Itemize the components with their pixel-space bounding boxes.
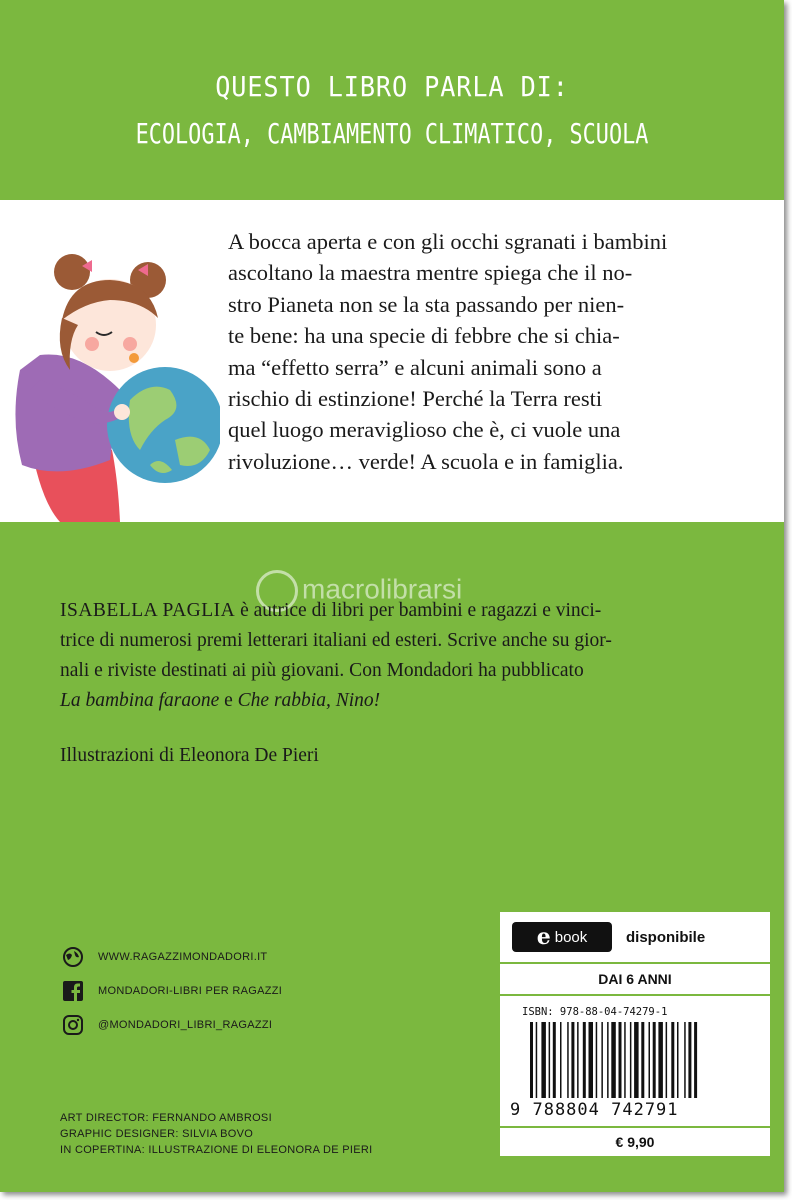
barcode-bar — [589, 1022, 594, 1098]
barcode-bar — [611, 1022, 616, 1098]
barcode-bar — [658, 1022, 663, 1098]
blurb-line: ma “effetto serra” e alcuni animali sono a — [228, 354, 602, 380]
topics-title: QUESTO LIBRO PARLA DI: — [215, 70, 569, 103]
ebook-badge — [512, 922, 612, 952]
instagram-handle: @MONDADORI_LIBRI_RAGAZZI — [98, 1019, 273, 1031]
barcode-bar — [649, 1022, 651, 1098]
barcode-bar — [601, 1022, 603, 1098]
topics-list: ECOLOGIA, CAMBIAMENTO CLIMATICO, SCUOLA — [135, 117, 649, 150]
bio-text: e — [219, 690, 238, 711]
barcode-bar — [666, 1022, 668, 1098]
barcode-bar — [630, 1022, 632, 1098]
ebook-label: book — [554, 928, 588, 946]
blurb-line: quel luogo meraviglioso che è, ci vuole una — [228, 417, 621, 443]
social-links — [60, 940, 282, 1042]
barcode-bar — [684, 1022, 686, 1098]
bio-text: trice di numerosi premi letterari italiani ed esteri. Scrive anche su gior- — [60, 630, 612, 651]
facebook-icon — [60, 978, 86, 1004]
barcode-bar — [577, 1022, 579, 1098]
website-url: WWW.RAGAZZIMONDADORI.IT — [98, 951, 268, 963]
bio-text: nali e riviste destinati ai più giovani. Con Mondadori ha pubblicato — [60, 660, 584, 681]
info-box — [500, 912, 770, 1156]
author-bio — [60, 596, 750, 716]
barcode-bar — [688, 1022, 691, 1098]
cover-credit: IN COPERTINA: ILLUSTRAZIONE DI ELEONORA DE PIERI — [60, 1144, 373, 1156]
barcode-bar — [560, 1022, 562, 1098]
barcode-bar — [671, 1022, 674, 1098]
barcode-bar — [596, 1022, 598, 1098]
blurb-line: A bocca aperta e con gli occhi sgranati i bambini — [228, 229, 668, 254]
barcode — [530, 1022, 742, 1098]
isbn-label: ISBN: 978-88-04-74279-1 — [522, 1006, 668, 1018]
ebook-row — [500, 912, 770, 964]
barcode-bar — [571, 1022, 574, 1098]
barcode-bar — [549, 1022, 551, 1098]
barcode-bar — [541, 1022, 546, 1098]
book-title: Che rabbia, Nino! — [237, 690, 381, 711]
globe-icon — [60, 944, 86, 970]
instagram-icon — [60, 1012, 86, 1038]
barcode-bar — [567, 1022, 569, 1098]
blurb-line: rivoluzione… verde! A scuola e in famiglia. — [228, 448, 624, 474]
ebook-availability: disponibile — [626, 928, 706, 946]
barcode-bar — [634, 1022, 639, 1098]
barcode-bar — [536, 1022, 538, 1098]
ebook-e-icon: e — [536, 924, 551, 950]
barcode-bar — [677, 1022, 679, 1098]
barcode-number: 9 788804 742791 — [510, 1100, 679, 1120]
author-name: ISABELLA PAGLIA — [60, 600, 236, 621]
price: € 9,90 — [615, 1134, 655, 1150]
blurb-line: stro Pianeta non se la sta passando per nien- — [228, 291, 625, 317]
barcode-bar — [583, 1022, 586, 1098]
art-director-credit: ART DIRECTOR: FERNANDO AMBROSI — [60, 1112, 272, 1124]
facebook-page: MONDADORI-LIBRI PER RAGAZZI — [98, 985, 283, 997]
facebook-link[interactable] — [60, 974, 282, 1008]
barcode-bar — [694, 1022, 697, 1098]
girl-hugging-earth-illustration — [0, 240, 220, 522]
book-title: La bambina faraone — [60, 690, 220, 711]
isbn-section — [500, 996, 770, 1128]
barcode-bar — [530, 1022, 533, 1098]
barcode-bar — [653, 1022, 656, 1098]
barcode-bar — [607, 1022, 609, 1098]
book-blurb — [228, 226, 748, 477]
topics-header — [0, 70, 784, 150]
blurb-line: ascoltano la maestra mentre spiega che il no- — [228, 260, 633, 286]
blurb-line: rischio di estinzione! Perché la Terra resti — [228, 386, 603, 412]
age-range: DAI 6 ANNI — [500, 964, 770, 996]
illustrator-credit: Illustrazioni di Eleonora De Pieri — [60, 745, 319, 766]
graphic-designer-credit: GRAPHIC DESIGNER: SILVIA BOVO — [60, 1128, 254, 1140]
barcode-bar — [641, 1022, 644, 1098]
barcode-bar — [553, 1022, 556, 1098]
barcode-bar — [619, 1022, 622, 1098]
blurb-panel — [0, 200, 784, 522]
watermark-text: macrolibrarsi — [302, 573, 463, 605]
barcode-bar — [624, 1022, 626, 1098]
bio-text: è autrice di libri per bambini e ragazzi e vinci- — [235, 600, 602, 621]
blurb-line: te bene: ha una specie di febbre che si chia- — [228, 323, 620, 349]
website-link[interactable] — [60, 940, 282, 974]
production-credits — [60, 1110, 372, 1158]
instagram-link[interactable] — [60, 1008, 282, 1042]
